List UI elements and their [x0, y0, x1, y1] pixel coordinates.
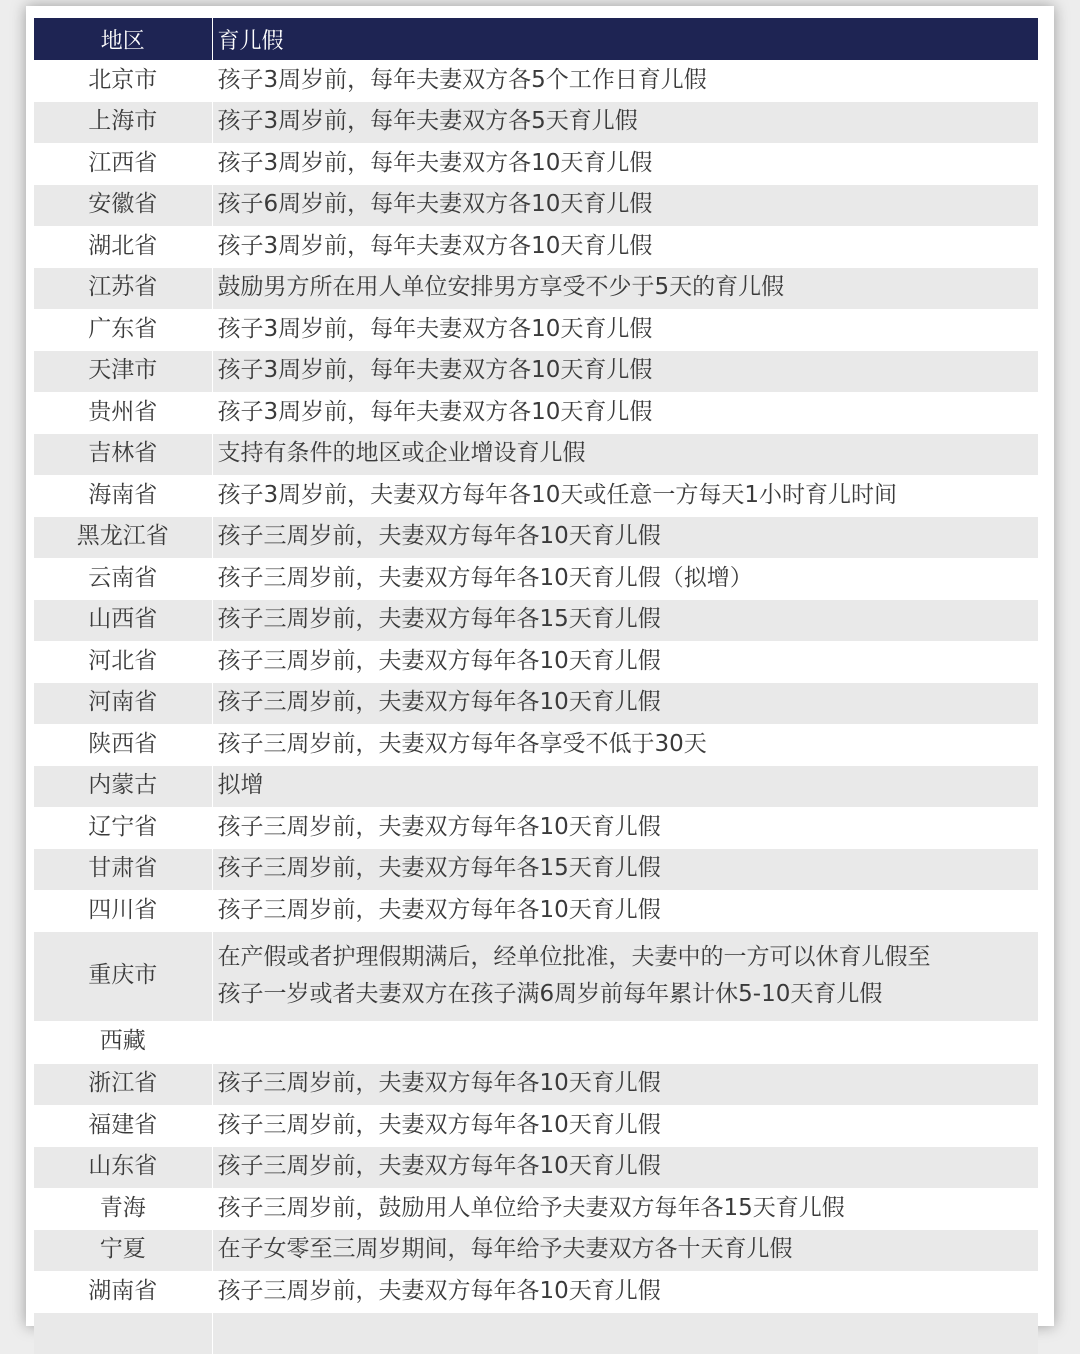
- document-page: [26, 6, 1054, 1326]
- region-cell: 北京市: [34, 60, 212, 102]
- table-header: [34, 18, 1038, 60]
- table-row: [34, 517, 1038, 559]
- table-row: [34, 1064, 1038, 1106]
- leave-cell: 孩子3周岁前，每年夫妻双方各10天育儿假: [212, 392, 1038, 434]
- leave-cell: 孩子3周岁前，每年夫妻双方各10天育儿假: [212, 143, 1038, 185]
- region-cell: 河南省: [34, 683, 212, 725]
- region-cell: 湖南省: [34, 1271, 212, 1313]
- region-cell: 贵州省: [34, 392, 212, 434]
- table-row: [34, 890, 1038, 932]
- region-cell: 安徽省: [34, 185, 212, 227]
- table-row: [34, 1021, 1038, 1064]
- leave-cell: 孩子3周岁前，每年夫妻双方各10天育儿假: [212, 309, 1038, 351]
- table-row: [34, 807, 1038, 849]
- leave-cell: 孩子三周岁前，夫妻双方每年各10天育儿假: [212, 1147, 1038, 1189]
- table-row: [34, 558, 1038, 600]
- leave-cell: 孩子三周岁前，夫妻双方每年各10天育儿假: [212, 517, 1038, 559]
- leave-cell: 孩子三周岁前，夫妻双方每年各10天育儿假: [212, 890, 1038, 932]
- leave-cell: 孩子三周岁前，夫妻双方每年各10天育儿假: [212, 807, 1038, 849]
- leave-cell: 孩子6周岁前，每年夫妻双方各10天育儿假: [212, 185, 1038, 227]
- leave-cell: 孩子三周岁前，夫妻双方每年各10天育儿假: [212, 1064, 1038, 1106]
- leave-cell: 孩子三周岁前，鼓励用人单位给予夫妻双方每年各15天育儿假: [212, 1188, 1038, 1230]
- region-cell: 海南省: [34, 475, 212, 517]
- table-row: [34, 475, 1038, 517]
- leave-cell: 拟增: [212, 766, 1038, 808]
- leave-cell: 孩子3周岁前，每年夫妻双方各5天育儿假: [212, 102, 1038, 144]
- leave-cell: 孩子三周岁前，夫妻双方每年各10天育儿假: [212, 683, 1038, 725]
- leave-cell: 孩子三周岁前，夫妻双方每年各10天育儿假: [212, 641, 1038, 683]
- table-row: [34, 1188, 1038, 1230]
- table-row: [34, 1313, 1038, 1354]
- region-cell: 辽宁省: [34, 807, 212, 849]
- region-cell: 江苏省: [34, 268, 212, 310]
- leave-cell: [212, 932, 1038, 1021]
- region-cell: 吉林省: [34, 434, 212, 476]
- header-parental-leave: 育儿假: [212, 18, 1038, 60]
- table-row: [34, 185, 1038, 227]
- leave-cell: [212, 1021, 1038, 1064]
- leave-cell: 支持有条件的地区或企业增设育儿假: [212, 434, 1038, 476]
- region-cell: 内蒙古: [34, 766, 212, 808]
- table-row: [34, 1105, 1038, 1147]
- header-region: 地区: [34, 18, 212, 60]
- region-cell: 河北省: [34, 641, 212, 683]
- table-row: [34, 60, 1038, 102]
- table-row: [34, 641, 1038, 683]
- region-cell: 浙江省: [34, 1064, 212, 1106]
- table-row: [34, 932, 1038, 1021]
- leave-cell: 在子女零至三周岁期间，每年给予夫妻双方各十天育儿假: [212, 1230, 1038, 1272]
- region-cell: 山东省: [34, 1147, 212, 1189]
- leave-cell: 孩子3周岁前，每年夫妻双方各10天育儿假: [212, 226, 1038, 268]
- region-cell: 四川省: [34, 890, 212, 932]
- table-row: [34, 766, 1038, 808]
- leave-cell: 鼓励男方所在用人单位安排男方享受不少于5天的育儿假: [212, 268, 1038, 310]
- table-row: [34, 1271, 1038, 1313]
- region-cell: 山西省: [34, 600, 212, 642]
- region-cell: 黑龙江省: [34, 517, 212, 559]
- leave-cell: 孩子3周岁前，夫妻双方每年各10天或任意一方每天1小时育儿时间: [212, 475, 1038, 517]
- region-cell: 云南省: [34, 558, 212, 600]
- leave-cell: 孩子三周岁前，夫妻双方每年各10天育儿假: [212, 1271, 1038, 1313]
- region-cell: 陕西省: [34, 724, 212, 766]
- leave-cell: 孩子三周岁前，夫妻双方每年各15天育儿假: [212, 849, 1038, 891]
- table-body: [34, 60, 1038, 1354]
- leave-cell: 孩子3周岁前，每年夫妻双方各10天育儿假: [212, 351, 1038, 393]
- leave-cell: 孩子三周岁前，夫妻双方每年各享受不低于30天: [212, 724, 1038, 766]
- region-cell: 宁夏: [34, 1230, 212, 1272]
- region-cell: 青海: [34, 1188, 212, 1230]
- region-cell: 西藏: [34, 1021, 212, 1064]
- region-cell: 湖北省: [34, 226, 212, 268]
- table-row: [34, 392, 1038, 434]
- region-cell: 天津市: [34, 351, 212, 393]
- table-row: [34, 849, 1038, 891]
- leave-cell: 孩子三周岁前，夫妻双方每年各10天育儿假（拟增）: [212, 558, 1038, 600]
- table-row: [34, 1147, 1038, 1189]
- region-cell: 上海市: [34, 102, 212, 144]
- leave-cell-line-2: 孩子一岁或者夫妻双方在孩子满6周岁前每年累计休5-10天育儿假: [218, 981, 883, 1007]
- table-row: [34, 434, 1038, 476]
- region-cell: 甘肃省: [34, 849, 212, 891]
- leave-cell: 孩子三周岁前，夫妻双方每年各10天育儿假: [212, 1105, 1038, 1147]
- table-row: [34, 268, 1038, 310]
- table-row: [34, 683, 1038, 725]
- region-cell: 福建省: [34, 1105, 212, 1147]
- parental-leave-table: [34, 18, 1038, 1354]
- table-row: [34, 226, 1038, 268]
- region-cell: 广东省: [34, 309, 212, 351]
- header-row: [34, 18, 1038, 60]
- region-cell: [34, 1313, 212, 1354]
- table-row: [34, 309, 1038, 351]
- table-row: [34, 1230, 1038, 1272]
- leave-cell: [212, 1313, 1038, 1354]
- table-row: [34, 102, 1038, 144]
- region-cell: 重庆市: [34, 932, 212, 1021]
- region-cell: 江西省: [34, 143, 212, 185]
- leave-cell-line-1: 在产假或者护理假期满后，经单位批准，夫妻中的一方可以休育儿假至: [218, 944, 931, 970]
- table-row: [34, 143, 1038, 185]
- table-row: [34, 600, 1038, 642]
- table-row: [34, 351, 1038, 393]
- leave-cell: 孩子三周岁前，夫妻双方每年各15天育儿假: [212, 600, 1038, 642]
- leave-cell: 孩子3周岁前，每年夫妻双方各5个工作日育儿假: [212, 60, 1038, 102]
- table-row: [34, 724, 1038, 766]
